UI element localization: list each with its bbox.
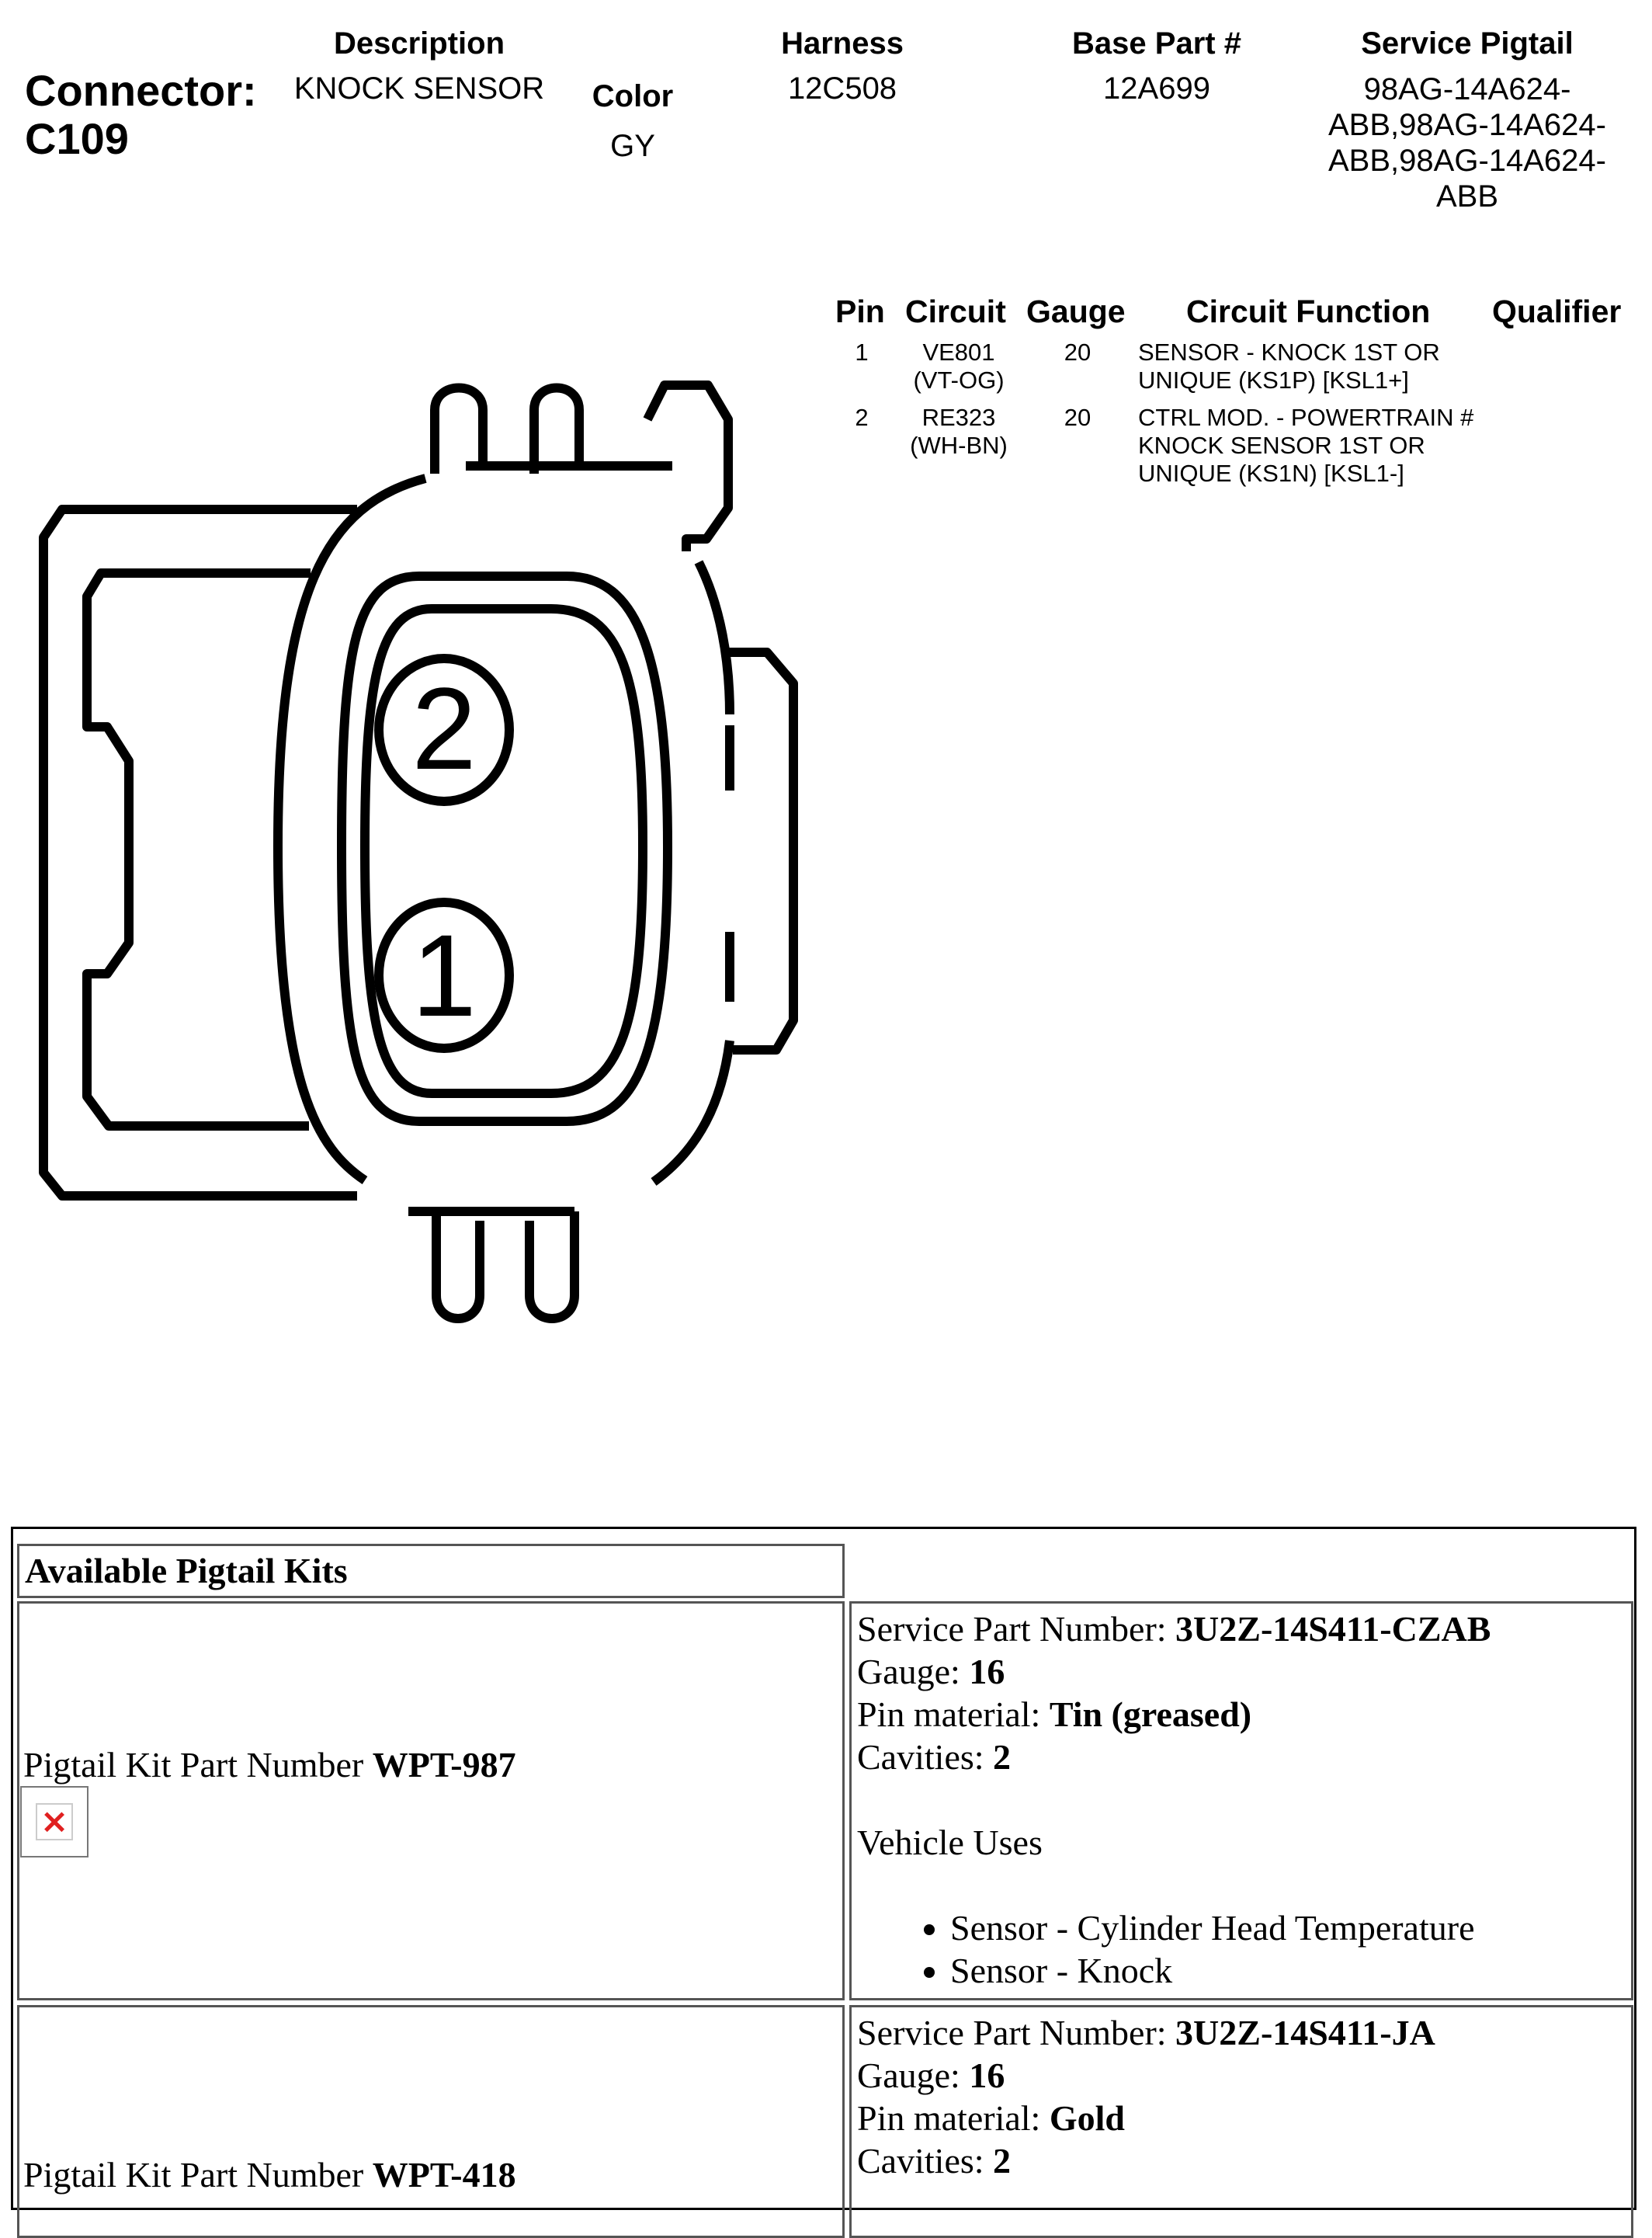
cavity-inner-outline <box>365 609 643 1093</box>
kit-1-details <box>857 1607 1491 1992</box>
function-line: SENSOR - KNOCK 1ST OR <box>1138 339 1440 366</box>
harness-label: Harness <box>781 26 904 61</box>
service-pigtail-line: ABB,98AG-14A624- <box>1328 144 1606 178</box>
pin-gauge: 20 <box>1064 339 1092 366</box>
kit-part-number-value: WPT-418 <box>372 2155 516 2195</box>
kit-1-part-number <box>23 1744 516 1785</box>
function-line: CTRL MOD. - POWERTRAIN # <box>1138 404 1474 431</box>
connector-label-line1: Connector: <box>25 66 257 115</box>
connector-label <box>25 67 257 163</box>
pin-circuit <box>885 339 1032 394</box>
cavity-2-label: 2 <box>411 663 477 794</box>
description-value: KNOCK SENSOR <box>293 71 545 106</box>
pin-function <box>1138 339 1495 394</box>
top-tab-left <box>435 388 483 474</box>
description-label: Description <box>333 26 505 61</box>
service-pigtail-line: ABB,98AG-14A624- <box>1328 108 1606 142</box>
kit-2-part-number <box>23 2154 516 2195</box>
pigtail-kits-title: Available Pigtail Kits <box>25 1551 348 1590</box>
pin-number: 1 <box>855 339 869 366</box>
base-part-label: Base Part # <box>1072 26 1241 61</box>
bottom-tab-left <box>436 1210 480 1319</box>
kit-part-number-prefix: Pigtail Kit Part Number <box>23 1745 373 1784</box>
circuit-header: Circuit <box>905 294 1006 329</box>
circuit-color: (WH-BN) <box>910 432 1008 459</box>
pin-circuit <box>885 404 1032 460</box>
vehicle-uses-label: Vehicle Uses <box>857 1823 1043 1862</box>
circuit-code: RE323 <box>921 404 996 431</box>
cavity-1-label: 1 <box>411 910 477 1041</box>
cavities-line: Cavities: 2 <box>857 1737 1012 1777</box>
service-pigtail-line: ABB <box>1435 179 1499 214</box>
vehicle-uses-list <box>857 1906 1491 1992</box>
bottom-tab-right <box>529 1211 574 1319</box>
broken-image-icon: × <box>20 1786 88 1857</box>
function-line: UNIQUE (KS1P) [KSL1+] <box>1138 367 1409 394</box>
circuit-code: VE801 <box>922 339 995 366</box>
gauge-line: Gauge: 16 <box>857 2056 1005 2095</box>
body-outline-left <box>278 478 425 1180</box>
pin-number: 2 <box>855 404 869 431</box>
circuit-function-header: Circuit Function <box>1186 294 1431 329</box>
connector-id: C109 <box>25 114 129 163</box>
pin-function <box>1138 404 1495 488</box>
pin-header: Pin <box>835 294 885 329</box>
connector-face-diagram <box>0 357 823 1336</box>
body-outline-right-lower <box>654 1041 730 1182</box>
pin-material-line: Pin material: Tin (greased) <box>857 1694 1252 1734</box>
kit-2-number-cell <box>17 2005 845 2238</box>
color-label: Color <box>592 79 674 113</box>
service-pigtail-value <box>1312 71 1622 214</box>
kit-2-details <box>857 2011 1435 2182</box>
service-pigtail-label: Service Pigtail <box>1361 26 1574 61</box>
pin-material-line: Pin material: Gold <box>857 2098 1125 2138</box>
function-line: KNOCK SENSOR 1ST OR <box>1138 432 1425 459</box>
kit-part-number-value: WPT-987 <box>372 1745 516 1784</box>
gauge-header: Gauge <box>1026 294 1126 329</box>
harness-value: 12C508 <box>787 71 897 106</box>
function-line: UNIQUE (KS1N) [KSL1-] <box>1138 460 1404 487</box>
cavities-line: Cavities: 2 <box>857 2141 1012 2181</box>
service-pigtail-line: 98AG-14A624- <box>1363 72 1571 106</box>
kit-1-number-cell <box>17 1601 845 2000</box>
vehicle-use-item: • Sensor - Knock <box>950 1949 1491 1992</box>
base-part-value: 12A699 <box>1103 71 1210 106</box>
circuit-color: (VT-OG) <box>913 367 1005 394</box>
service-part-number-line: Service Part Number: 3U2Z-14S411-JA <box>857 2013 1435 2052</box>
qualifier-header: Qualifier <box>1492 294 1622 329</box>
vehicle-use-item: • Sensor - Cylinder Head Temperature <box>950 1906 1491 1949</box>
gauge-line: Gauge: 16 <box>857 1652 1005 1691</box>
top-tab-middle <box>534 388 579 474</box>
service-part-number-line: Service Part Number: 3U2Z-14S411-CZAB <box>857 1609 1491 1649</box>
color-value: GY <box>610 129 655 163</box>
pin-gauge: 20 <box>1064 404 1092 431</box>
kit-part-number-prefix: Pigtail Kit Part Number <box>23 2155 373 2195</box>
body-outline-right-arc <box>699 562 730 714</box>
